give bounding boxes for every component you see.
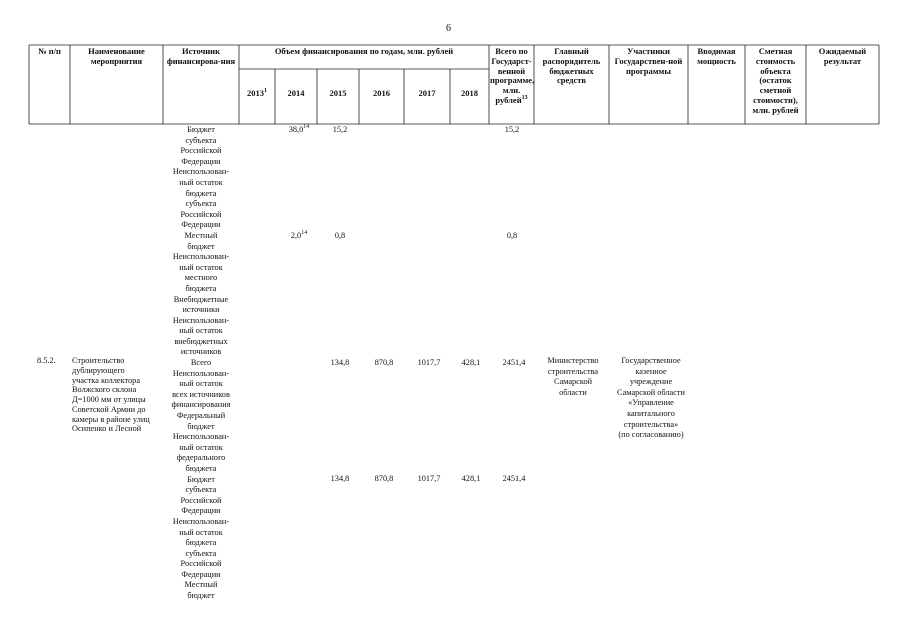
source-line: Федерации <box>181 220 221 230</box>
source-line: бюджета <box>185 188 217 198</box>
source-line: бюджета <box>185 463 217 473</box>
source-line: внебюджетных <box>174 336 228 346</box>
source-line: ный остаток <box>179 442 223 452</box>
source-line: Неиспользован- <box>172 252 230 262</box>
total-row-2016: 870,8 <box>374 358 394 367</box>
source-line: Российской <box>180 209 222 219</box>
source-line: источников <box>180 347 222 357</box>
total-row-2018: 428,1 <box>461 358 481 367</box>
header-total: Всего по Государст-венной программе, млн. рублей$^{13}$ <box>490 46 535 105</box>
header-year-2016: 2016 <box>373 88 390 98</box>
source-line: бюджет <box>187 421 215 431</box>
manager-cell: Министерство строительства Самарской области <box>547 356 599 397</box>
source-line: Федерации <box>181 156 221 166</box>
source-line: Федеральный <box>176 410 226 420</box>
source-line: Российской <box>180 146 222 156</box>
subject-row-total: 2451,4 <box>502 474 526 483</box>
header-manager: Главный распорядитель бюджетных средств <box>542 46 601 86</box>
source-line: Местный <box>184 230 218 240</box>
block1-source-list <box>165 125 237 358</box>
measure-name: Строительство дублирующего участка коллектора Волжского склона Д=1000 мм от улицы Советской Армии до камеры в районе улиц Осипенко и Лесной <box>72 356 150 434</box>
source-line: местного <box>184 273 218 283</box>
source-line: субъекта <box>185 548 217 558</box>
source-line: Неиспользован- <box>172 167 230 177</box>
total-row-total: 2451,4 <box>502 358 526 367</box>
source-line: всех источников <box>172 389 230 399</box>
source-line: Федерации <box>181 569 221 579</box>
header-result: Ожидаемый результат <box>818 46 867 66</box>
header-year-2015: 2015 <box>329 88 347 98</box>
header-year-2014: 2014 <box>287 88 305 98</box>
source-line: Неиспользован- <box>172 368 230 378</box>
block1-row-b-2014: $2,0^{14}$ <box>290 230 308 240</box>
source-line: Всего <box>190 358 212 367</box>
source-line: бюджета <box>185 283 217 293</box>
source-line: Федерации <box>181 506 221 516</box>
measure-number: 8.5.2. <box>37 356 56 365</box>
participants-cell: Государственное казенное учреждение Самарской области «Управление капитального строительства» (по согласованию) <box>617 356 685 440</box>
header-participants: Участники Государствен-ной программы <box>614 46 683 76</box>
source-line: субъекта <box>185 135 217 145</box>
source-line: федерального <box>176 453 226 463</box>
block1-row-a-2014: 38,0$^{14}$ <box>288 124 310 134</box>
block1-row-a-total: 15,2 <box>504 125 520 134</box>
subject-row-2016: 870,8 <box>374 474 394 483</box>
subject-row-2018: 428,1 <box>461 474 481 483</box>
header-source: Источник финансирова-ния <box>166 46 236 66</box>
source-line: Российской <box>180 495 222 505</box>
source-line: бюджета <box>185 538 217 548</box>
source-line: ный остаток <box>179 527 223 537</box>
source-line: Неиспользован- <box>172 315 230 325</box>
header-funding-group: Объем финансирования по годам, млн. рублей <box>274 46 454 56</box>
header-capacity: Вводимая мощность <box>697 46 736 66</box>
source-line: бюджет <box>187 241 215 251</box>
block2-source-list <box>165 358 237 602</box>
source-line: источники <box>182 305 220 315</box>
source-line: Местный <box>184 580 218 590</box>
block1-row-b-total: 0,8 <box>506 231 518 240</box>
block1-row-b-2015: 0,8 <box>334 231 346 240</box>
page-number: 6 <box>446 23 451 34</box>
source-line: ный остаток <box>179 379 223 389</box>
source-line: Неиспользован- <box>172 432 230 442</box>
subject-row-2017: 1017,7 <box>417 474 441 483</box>
total-row-2015: 134,8 <box>330 358 350 367</box>
header-cost: Сметная стоимость объекта (остаток сметной стоимости), млн. рублей <box>752 46 799 115</box>
source-line: бюджет <box>187 591 215 601</box>
source-line: финансирования <box>171 400 231 410</box>
source-line: субъекта <box>185 199 217 209</box>
source-line: Российской <box>180 559 222 569</box>
source-line: субъекта <box>185 485 217 495</box>
header-year-2017: 2017 <box>418 88 436 98</box>
source-line: ный остаток <box>179 326 223 336</box>
source-line: Внебюджетные <box>173 294 229 304</box>
source-line: ный остаток <box>179 177 223 187</box>
header-name: Наименование мероприятия <box>88 46 145 66</box>
header-number: № п/п <box>38 46 61 56</box>
total-row-2017: 1017,7 <box>417 358 441 367</box>
subject-row-2015: 134,8 <box>330 474 350 483</box>
block1-row-a-2015: 15,2 <box>332 125 348 134</box>
source-line: Неиспользован- <box>172 516 230 526</box>
header-year-2013: 2013$^1$ <box>247 88 267 98</box>
source-line: Бюджет <box>187 125 215 134</box>
source-line: Бюджет <box>187 474 215 484</box>
header-year-2018: 2018 <box>461 88 478 98</box>
source-line: ный остаток <box>179 262 223 272</box>
